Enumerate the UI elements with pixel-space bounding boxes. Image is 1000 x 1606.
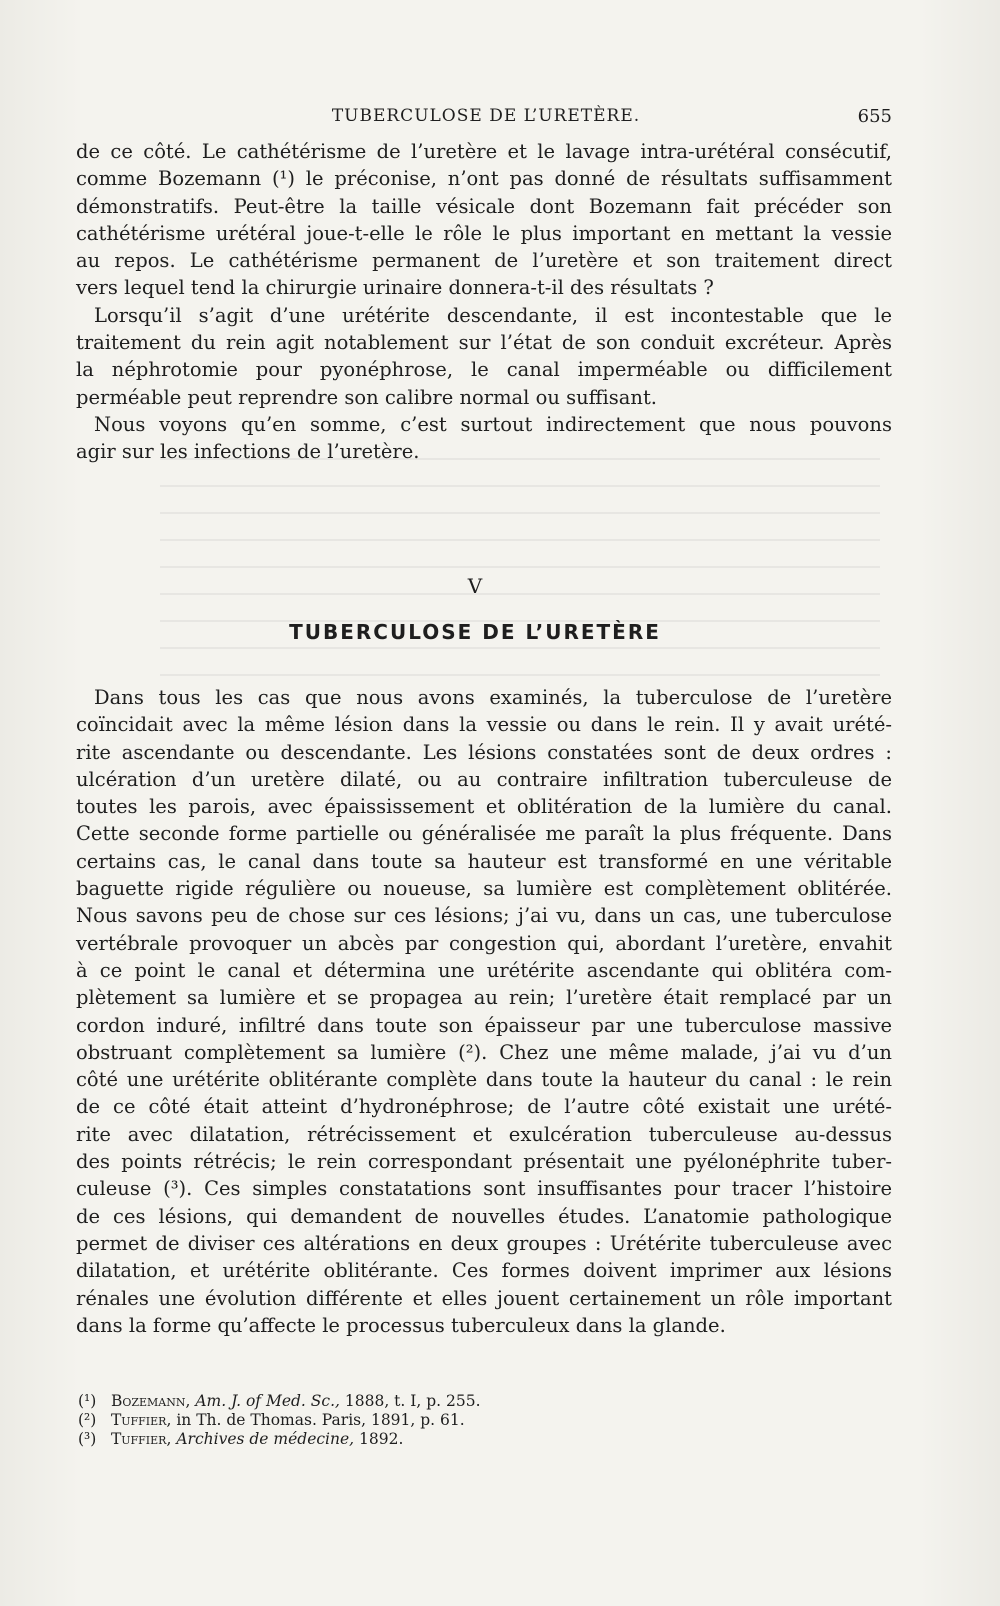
text-line: des points rétrécis; le rein correspondant présentait une pyélonéphrite tuber- (76, 1150, 892, 1174)
text-line: toutes les parois, avec épaississement et oblitération de la lumière du canal. (76, 795, 892, 819)
running-title: TUBERCULOSE DE L’URETÈRE. (331, 106, 641, 126)
text-line: de ce côté était atteint d’hydronéphrose; de l’autre côté existait une urété- (76, 1095, 892, 1119)
text-line: perméable peut reprendre son calibre normal ou suffisant. (76, 385, 658, 409)
text-line: vers lequel tend la chirurgie urinaire donnera-t-il des résultats ? (76, 276, 714, 300)
text-line: Nous savons peu de chose sur ces lésions; j’ai vu, dans un cas, une tuberculose (76, 904, 892, 928)
text-line: agir sur les infections de l’uretère. (76, 440, 420, 464)
text-line: Lorsqu’il s’agit d’une urétérite descendante, il est incontestable que le (94, 303, 892, 327)
text-line: certains cas, le canal dans toute sa hauteur est transformé en une véritable (76, 849, 892, 873)
footnote-details: in Th. de Thomas. Paris, 1891, p. 61. (176, 1411, 465, 1429)
section-heading: TUBERCULOSE DE L’URETÈRE (289, 620, 661, 644)
text-line: rite avec dilatation, rétrécissement et exulcération tuberculeuse au-dessus (76, 1122, 892, 1146)
running-head (80, 106, 892, 136)
text-line: vertébrale provoquer un abcès par congestion qui, abordant l’uretère, envahit (76, 931, 892, 955)
text-line: côté une urétérite oblitérante complète dans toute la hauteur du canal : le rein (76, 1068, 892, 1092)
text-line: plètement sa lumière et se propagea au rein; l’uretère était remplacé par un (76, 986, 892, 1010)
footnote-author: Bozemann, (110, 1392, 191, 1410)
text-line: permet de diviser ces altérations en deux groupes : Urétérite tuberculeuse avec (76, 1231, 892, 1255)
footnote-details: 1892. (359, 1430, 404, 1448)
text-line: traitement du rein agit notablement sur l’état de son conduit excréteur. Après (76, 331, 892, 355)
text-line: à ce point le canal et détermina une urétérite ascendante qui oblitéra com- (76, 958, 892, 982)
text-line: Nous voyons qu’en somme, c’est surtout indirectement que nous pouvons (94, 412, 892, 436)
page-number: 655 (857, 106, 892, 127)
footnotes (78, 1392, 678, 1449)
section-numeral: V (467, 574, 483, 598)
text-line: cathétérisme urétéral joue-t-elle le rôle le plus important en mettant la vessie (76, 221, 892, 245)
text-line: rénales une évolution différente et elles jouent certainement un rôle important (76, 1286, 892, 1310)
footnote-author: Tuffier, (110, 1430, 172, 1448)
text-line: la néphrotomie pour pyonéphrose, le canal imperméable ou difficilement (76, 358, 892, 382)
text-line: Cette seconde forme partielle ou généralisée me paraît la plus fréquente. Dans (76, 822, 892, 846)
footnote-author: Tuffier, (110, 1411, 172, 1429)
intro-paragraphs (76, 138, 892, 466)
main-paragraph (76, 684, 892, 1339)
footnote-source: Archives de médecine, (176, 1430, 355, 1448)
text-line: coïncidait avec la même lésion dans la vessie ou dans le rein. Il y avait urété- (76, 713, 892, 737)
footnote-mark: (²) (78, 1411, 97, 1429)
text-line: comme Bozemann (¹) le préconise, n’ont pas donné de résultats suffisamment (76, 167, 892, 191)
text-line: dans la forme qu’affecte le processus tuberculeux dans la glande. (76, 1313, 726, 1337)
text-line: de ce côté. Le cathétérisme de l’uretère et le lavage intra-urétéral consécutif, (76, 140, 892, 163)
text-line: au repos. Le cathétérisme permanent de l’uretère et son traitement direct (76, 249, 892, 273)
text-line: rite ascendante ou descendante. Les lésions constatées sont de deux ordres : (76, 740, 892, 764)
text-line: démonstratifs. Peut-être la taille vésicale dont Bozemann fait précéder son (76, 194, 892, 218)
text-line: de ces lésions, qui demandent de nouvelles études. L’anatomie pathologique (76, 1204, 892, 1228)
footnote-mark: (³) (78, 1430, 97, 1448)
footnote-details: 1888, t. I, p. 255. (344, 1392, 481, 1410)
footnote-mark: (¹) (78, 1392, 97, 1410)
footnote-source: Am. J. of Med. Sc., (195, 1392, 340, 1410)
text-line: cordon induré, infiltré dans toute son épaisseur par une tuberculose massive (76, 1013, 892, 1037)
text-line: Dans tous les cas que nous avons examinés, la tuberculose de l’uretère (94, 686, 892, 709)
show-through-text (160, 440, 880, 700)
text-line: ulcération d’un uretère dilaté, ou au contraire infiltration tuberculeuse de (76, 767, 892, 791)
footnote (78, 1411, 678, 1430)
footnote (78, 1430, 678, 1449)
text-line: baguette rigide régulière ou noueuse, sa lumière est complètement oblitérée. (76, 877, 892, 901)
text-line: dilatation, et urétérite oblitérante. Ces formes doivent imprimer aux lésions (76, 1259, 892, 1283)
text-line: culeuse (³). Ces simples constatations sont insuffisantes pour tracer l’histoire (76, 1177, 892, 1201)
text-line: obstruant complètement sa lumière (²). Chez une même malade, j’ai vu d’un (76, 1040, 892, 1064)
footnote (78, 1392, 678, 1411)
